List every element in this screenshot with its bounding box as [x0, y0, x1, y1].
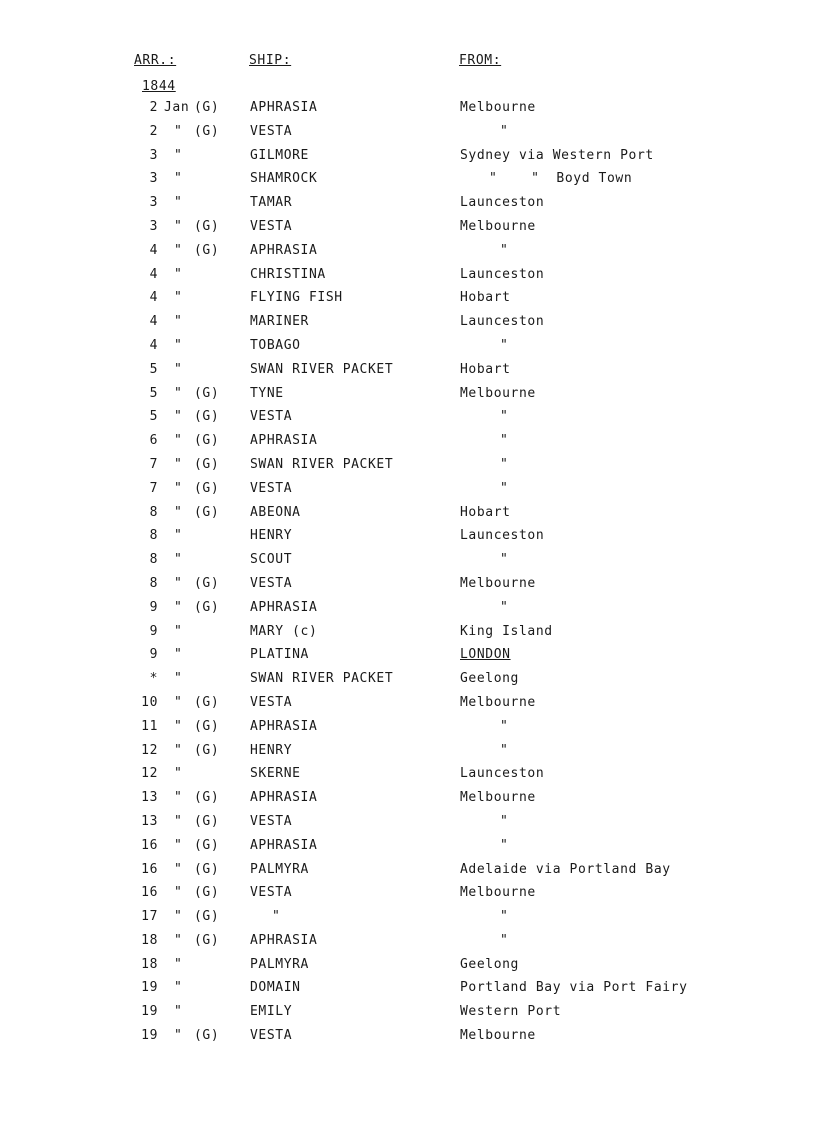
- arrival-month: ": [174, 242, 183, 258]
- arrival-month: ": [174, 552, 183, 568]
- arrival-month: ": [174, 171, 183, 187]
- arrival-row: [0, 290, 816, 314]
- origin-port: Western Port: [460, 1004, 562, 1020]
- arrival-row: [0, 743, 816, 767]
- arrival-day: 4: [149, 314, 158, 330]
- arrival-day: 4: [149, 337, 158, 353]
- arrival-day: *: [149, 671, 158, 687]
- arrival-day: 8: [149, 504, 158, 520]
- ship-name: VESTA: [250, 218, 293, 234]
- arrival-row: [0, 267, 816, 291]
- arrival-day: 12: [141, 742, 158, 758]
- ship-name: SWAN RIVER PACKET: [250, 671, 394, 687]
- ship-name: VESTA: [250, 123, 293, 139]
- arrival-month: ": [174, 218, 183, 234]
- arrival-month: ": [174, 909, 183, 925]
- origin-port: ": [500, 337, 509, 353]
- arrival-row: [0, 433, 816, 457]
- origin-port: Launceston: [460, 528, 545, 544]
- arrival-month: ": [174, 195, 183, 211]
- government-mark: (G): [194, 1028, 220, 1044]
- ship-name: PALMYRA: [250, 956, 309, 972]
- arrival-month: ": [174, 790, 183, 806]
- arrival-row: [0, 909, 816, 933]
- origin-port: Sydney via Western Port: [460, 147, 654, 163]
- origin-port: Melbourne: [460, 885, 536, 901]
- arrival-month: ": [174, 456, 183, 472]
- government-mark: (G): [194, 456, 220, 472]
- origin-port: Launceston: [460, 266, 545, 282]
- arrival-day: 3: [149, 147, 158, 163]
- origin-port: Melbourne: [460, 385, 536, 401]
- government-mark: (G): [194, 100, 220, 115]
- government-mark: (G): [194, 909, 220, 925]
- ship-name: TOBAGO: [250, 337, 301, 353]
- ship-name: DOMAIN: [250, 980, 301, 996]
- arrival-day: 9: [149, 599, 158, 615]
- origin-port: ": [500, 456, 509, 472]
- ship-name: SKERNE: [250, 766, 301, 782]
- ship-name: SWAN RIVER PACKET: [250, 456, 394, 472]
- ship-name: APHRASIA: [250, 433, 318, 449]
- origin-port: Hobart: [460, 504, 511, 520]
- year-heading: 1844: [142, 79, 176, 94]
- arrival-row: [0, 409, 816, 433]
- origin-port: Melbourne: [460, 575, 536, 591]
- ship-name: TYNE: [250, 385, 284, 401]
- arrival-row: [0, 386, 816, 410]
- origin-port: ": [500, 480, 509, 496]
- arrival-row: [0, 528, 816, 552]
- origin-port: Launceston: [460, 314, 545, 330]
- arrival-month: ": [174, 575, 183, 591]
- arrival-day: 7: [149, 480, 158, 496]
- arrival-month: ": [174, 623, 183, 639]
- arrival-month: ": [174, 956, 183, 972]
- arrival-day: 16: [141, 861, 158, 877]
- arrival-row: [0, 719, 816, 743]
- origin-port: Launceston: [460, 195, 545, 211]
- ship-name: SHAMROCK: [250, 171, 318, 187]
- origin-port: ": [500, 813, 509, 829]
- arrival-month: ": [174, 337, 183, 353]
- arrival-day: 19: [141, 1028, 158, 1044]
- arrival-day: 8: [149, 575, 158, 591]
- arrival-row: [0, 1004, 816, 1028]
- government-mark: (G): [194, 813, 220, 829]
- arrival-month: ": [174, 409, 183, 425]
- origin-port: Melbourne: [460, 1028, 536, 1044]
- arrival-day: 2: [149, 100, 158, 115]
- arrival-month: ": [174, 1028, 183, 1044]
- arrival-month: ": [174, 147, 183, 163]
- arrival-day: 18: [141, 956, 158, 972]
- arrival-row: [0, 481, 816, 505]
- government-mark: (G): [194, 385, 220, 401]
- arrival-day: 3: [149, 171, 158, 187]
- arrival-month: ": [174, 480, 183, 496]
- arrival-month: ": [174, 694, 183, 710]
- arrival-month: ": [174, 837, 183, 853]
- government-mark: (G): [194, 504, 220, 520]
- arrival-row: [0, 814, 816, 838]
- arrival-row: [0, 957, 816, 981]
- arrival-day: 9: [149, 623, 158, 639]
- arrival-month: Jan: [164, 100, 190, 115]
- arrival-month: ": [174, 314, 183, 330]
- ship-name: GILMORE: [250, 147, 309, 163]
- arrival-month: ": [174, 885, 183, 901]
- arrival-month: ": [174, 266, 183, 282]
- arrival-row: [0, 933, 816, 957]
- arrival-row: [0, 457, 816, 481]
- origin-port: ": [500, 932, 509, 948]
- origin-port: Launceston: [460, 766, 545, 782]
- government-mark: (G): [194, 480, 220, 496]
- government-mark: (G): [194, 409, 220, 425]
- government-mark: (G): [194, 837, 220, 853]
- origin-port: ": [500, 599, 509, 615]
- origin-port: Adelaide via Portland Bay: [460, 861, 671, 877]
- origin-port: ": [500, 242, 509, 258]
- arrival-day: 8: [149, 552, 158, 568]
- arrival-month: ": [174, 385, 183, 401]
- origin-port: ": [500, 742, 509, 758]
- arrival-row: [0, 671, 816, 695]
- government-mark: (G): [194, 694, 220, 710]
- arrival-month: ": [174, 742, 183, 758]
- arrival-day: 2: [149, 123, 158, 139]
- arrival-row: [0, 505, 816, 529]
- arrival-day: 5: [149, 409, 158, 425]
- arrival-row: [0, 862, 816, 886]
- arrival-month: ": [174, 599, 183, 615]
- government-mark: (G): [194, 599, 220, 615]
- arrival-day: 10: [141, 694, 158, 710]
- arrival-day: 9: [149, 647, 158, 663]
- arrival-row: [0, 314, 816, 338]
- origin-port: ": [500, 433, 509, 449]
- ship-name: ABEONA: [250, 504, 301, 520]
- arrival-row: [0, 219, 816, 243]
- arrival-day: 12: [141, 766, 158, 782]
- arrival-month: ": [174, 671, 183, 687]
- arrival-month: ": [174, 528, 183, 544]
- arrival-day: 19: [141, 980, 158, 996]
- ship-name: VESTA: [250, 409, 293, 425]
- arrival-day: 4: [149, 242, 158, 258]
- ship-name: HENRY: [250, 742, 293, 758]
- arrival-month: ": [174, 861, 183, 877]
- origin-port: Geelong: [460, 671, 519, 687]
- arrival-row: [0, 695, 816, 719]
- ship-name: SWAN RIVER PACKET: [250, 361, 394, 377]
- government-mark: (G): [194, 575, 220, 591]
- ship-name: APHRASIA: [250, 837, 318, 853]
- arrival-month: ": [174, 504, 183, 520]
- arrival-day: 17: [141, 909, 158, 925]
- arrival-month: ": [174, 361, 183, 377]
- origin-port: Hobart: [460, 290, 511, 306]
- arrival-day: 6: [149, 433, 158, 449]
- origin-port: Melbourne: [460, 100, 536, 115]
- arrival-row: [0, 195, 816, 219]
- arrival-month: ": [174, 1004, 183, 1020]
- arrival-month: ": [174, 290, 183, 306]
- arrival-row: [0, 338, 816, 362]
- ship-name: VESTA: [250, 480, 293, 496]
- arrival-row: [0, 790, 816, 814]
- arrival-month: ": [174, 766, 183, 782]
- ship-name: FLYING FISH: [250, 290, 343, 306]
- origin-port: King Island: [460, 623, 553, 639]
- arrival-day: 18: [141, 932, 158, 948]
- arrival-day: 19: [141, 1004, 158, 1020]
- arrival-day: 4: [149, 266, 158, 282]
- government-mark: (G): [194, 718, 220, 734]
- ship-name: TAMAR: [250, 195, 293, 211]
- government-mark: (G): [194, 242, 220, 258]
- ship-name: EMILY: [250, 1004, 293, 1020]
- ship-name: VESTA: [250, 885, 293, 901]
- ship-name: APHRASIA: [250, 718, 318, 734]
- origin-port: ": [500, 552, 509, 568]
- origin-port: Geelong: [460, 956, 519, 972]
- from-column-header: FROM:: [459, 53, 502, 68]
- ship-name: PALMYRA: [250, 861, 309, 877]
- ship-name: APHRASIA: [250, 599, 318, 615]
- arrival-day: 4: [149, 290, 158, 306]
- arrival-row: [0, 885, 816, 909]
- ship-column-header: SHIP:: [249, 53, 292, 68]
- origin-port: Melbourne: [460, 218, 536, 234]
- arrival-row: [0, 552, 816, 576]
- ship-name: VESTA: [250, 575, 293, 591]
- government-mark: (G): [194, 932, 220, 948]
- arrival-month: ": [174, 433, 183, 449]
- arrival-row: [0, 600, 816, 624]
- government-mark: (G): [194, 123, 220, 139]
- government-mark: (G): [194, 433, 220, 449]
- government-mark: (G): [194, 790, 220, 806]
- arrival-row: [0, 624, 816, 648]
- ship-name: PLATINA: [250, 647, 309, 663]
- arrival-day: 13: [141, 790, 158, 806]
- arrival-day: 13: [141, 813, 158, 829]
- ship-name: APHRASIA: [250, 932, 318, 948]
- origin-port: Hobart: [460, 361, 511, 377]
- ship-name: SCOUT: [250, 552, 293, 568]
- government-mark: (G): [194, 218, 220, 234]
- ship-name: HENRY: [250, 528, 293, 544]
- origin-port: ": [500, 837, 509, 853]
- ship-name: APHRASIA: [250, 790, 318, 806]
- ship-name: ": [272, 909, 281, 925]
- arrival-month: ": [174, 123, 183, 139]
- arrival-row: [0, 171, 816, 195]
- origin-port: ": [500, 123, 509, 139]
- government-mark: (G): [194, 885, 220, 901]
- arrival-row: [0, 148, 816, 172]
- arrival-row: [0, 1028, 816, 1052]
- government-mark: (G): [194, 742, 220, 758]
- origin-port: " " Boyd Town: [489, 171, 633, 187]
- ship-name: APHRASIA: [250, 242, 318, 258]
- arrival-day: 3: [149, 218, 158, 234]
- origin-port: Melbourne: [460, 694, 536, 710]
- arrival-day: 5: [149, 385, 158, 401]
- arrival-day: 16: [141, 837, 158, 853]
- arrival-month: ": [174, 980, 183, 996]
- origin-port: ": [500, 909, 509, 925]
- origin-port: LONDON: [460, 647, 511, 663]
- arrival-day: 8: [149, 528, 158, 544]
- arrival-day: 11: [141, 718, 158, 734]
- arrival-row: [0, 838, 816, 862]
- arrival-month: ": [174, 932, 183, 948]
- arrival-row: [0, 243, 816, 267]
- arrival-day: 16: [141, 885, 158, 901]
- ship-name: VESTA: [250, 813, 293, 829]
- arrival-month: ": [174, 813, 183, 829]
- ship-name: MARINER: [250, 314, 309, 330]
- arrival-day: 5: [149, 361, 158, 377]
- arrival-row: [0, 362, 816, 386]
- arrival-month: ": [174, 647, 183, 663]
- arrival-row: [0, 766, 816, 790]
- arrival-column-header: ARR.:: [134, 53, 177, 68]
- origin-port: ": [500, 409, 509, 425]
- arrival-month: ": [174, 718, 183, 734]
- arrival-row: [0, 124, 816, 148]
- origin-port: ": [500, 718, 509, 734]
- arrivals-list: [0, 100, 816, 1052]
- arrival-row: [0, 980, 816, 1004]
- ship-name: APHRASIA: [250, 100, 318, 115]
- origin-port: Portland Bay via Port Fairy: [460, 980, 688, 996]
- arrival-row: [0, 100, 816, 124]
- arrival-day: 3: [149, 195, 158, 211]
- arrival-row: [0, 647, 816, 671]
- government-mark: (G): [194, 861, 220, 877]
- ship-name: MARY (c): [250, 623, 318, 639]
- ship-name: VESTA: [250, 694, 293, 710]
- arrival-day: 7: [149, 456, 158, 472]
- ship-name: CHRISTINA: [250, 266, 326, 282]
- origin-port: Melbourne: [460, 790, 536, 806]
- ship-name: VESTA: [250, 1028, 293, 1044]
- arrival-row: [0, 576, 816, 600]
